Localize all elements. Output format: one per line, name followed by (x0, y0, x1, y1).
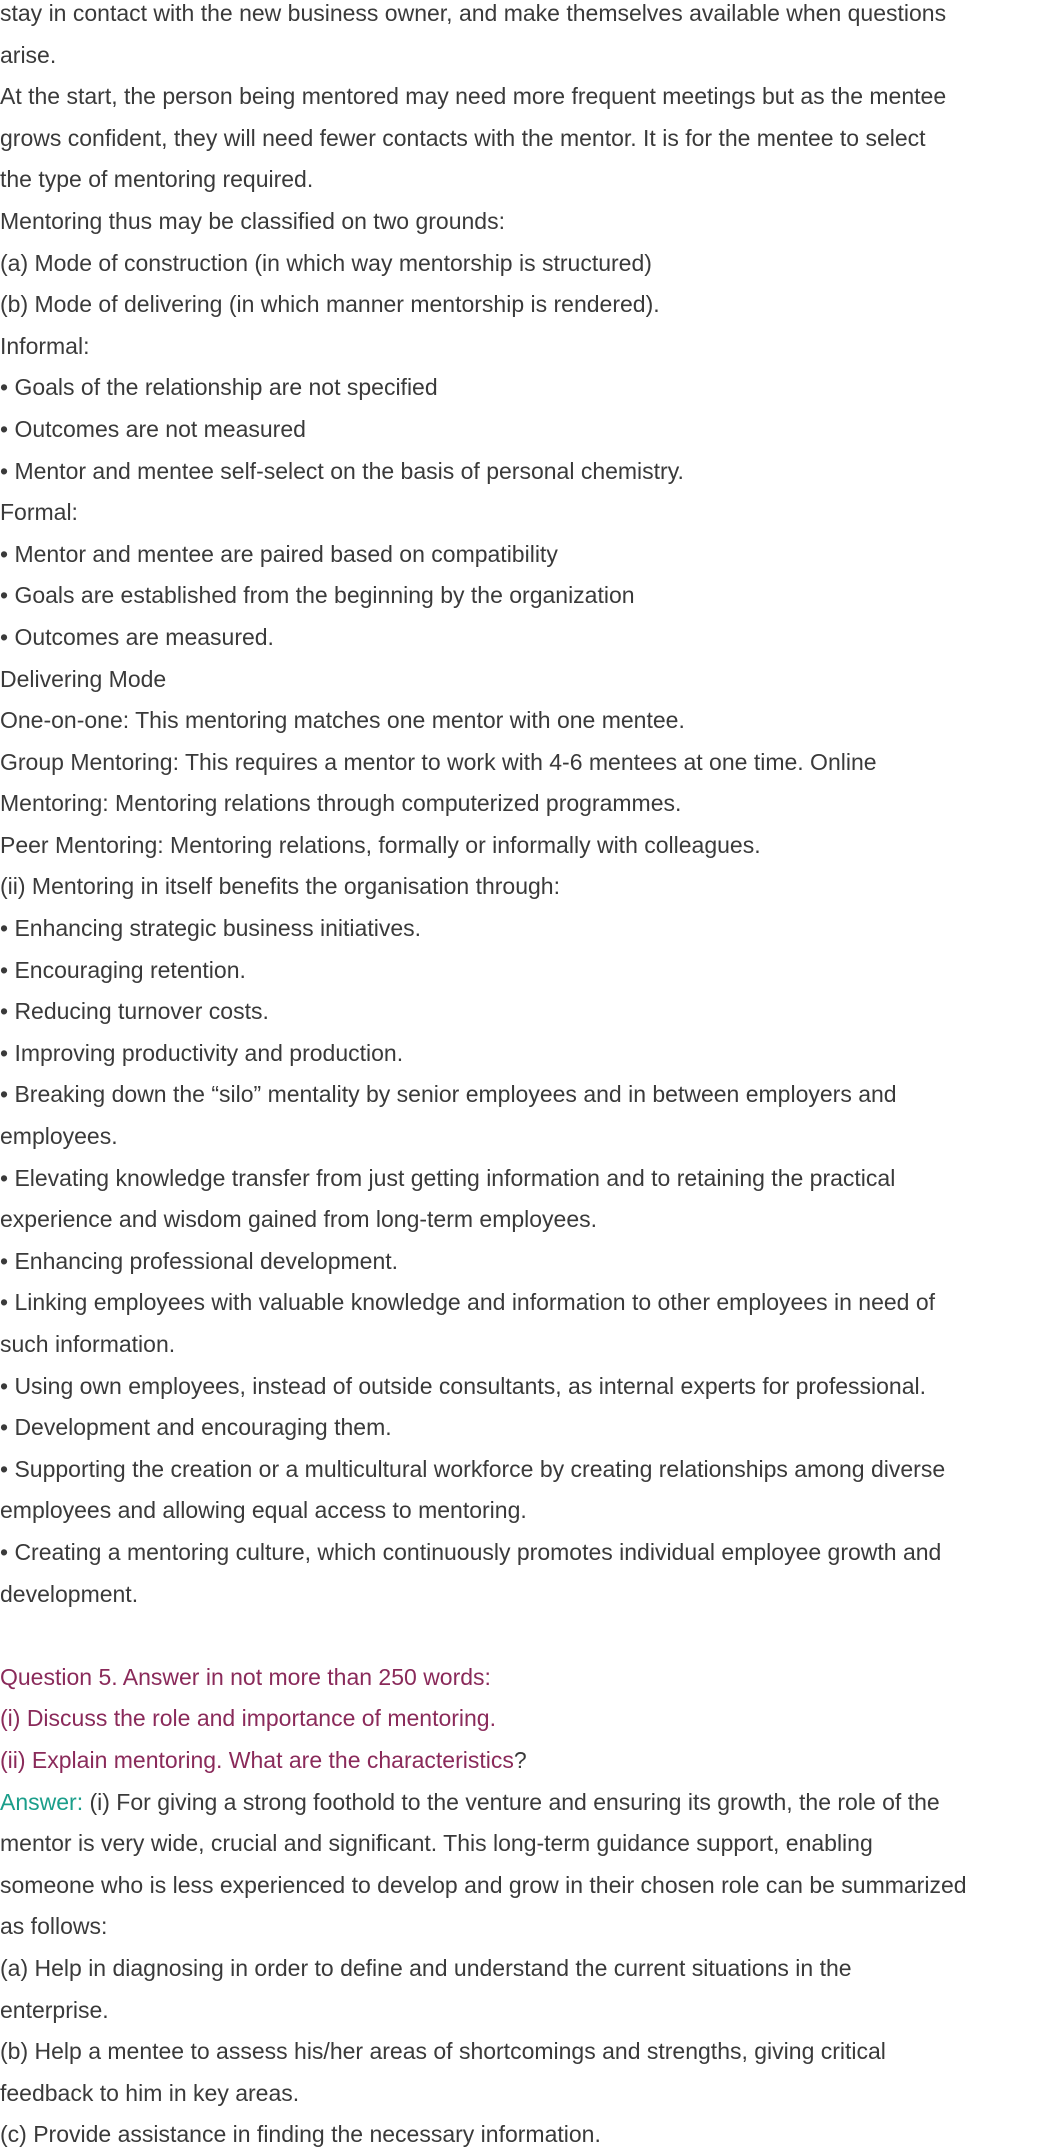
text-line: • Outcomes are measured. (0, 623, 274, 650)
answer-first-line-text: (i) For giving a strong foothold to the venture and ensuring its growth, the role of the (83, 1788, 940, 1815)
text-line: One-on-one: This mentoring matches one mentor with one mentee. (0, 707, 685, 734)
text-line: stay in contact with the new business owner, and make themselves available when questions (0, 0, 947, 26)
answer-text-line: someone who is less experienced to develop and grow in their chosen role can be summarized (0, 1871, 967, 1898)
answer-text-line: as follows: (0, 1913, 108, 1940)
paragraph-gap (0, 1615, 1054, 1657)
text-line: • Mentor and mentee are paired based on compatibility (0, 540, 558, 567)
text-line: • Encouraging retention. (0, 956, 246, 983)
text-line: Informal: (0, 332, 90, 359)
text-line: the type of mentoring required. (0, 166, 314, 193)
answer-text-line: (b) Help a mentee to assess his/her areas of shortcomings and strengths, giving critical (0, 2038, 886, 2065)
question-5-part-i: (i) Discuss the role and importance of mentoring. (0, 1705, 496, 1732)
answer-block (0, 1782, 1054, 2148)
text-line: • Linking employees with valuable knowledge and information to other employees in need of (0, 1289, 936, 1316)
text-line: • Reducing turnover costs. (0, 998, 269, 1025)
answer-text-line: mentor is very wide, crucial and significant. This long-term guidance support, enabling (0, 1830, 873, 1857)
text-line: • Outcomes are not measured (0, 415, 306, 442)
answer-label: Answer: (0, 1788, 84, 1815)
text-line: Delivering Mode (0, 665, 167, 692)
answer-text-line: (c) Provide assistance in finding the necessary information. (0, 2121, 601, 2148)
text-line: • Goals of the relationship are not specified (0, 374, 438, 401)
text-line: (ii) Mentoring in itself benefits the organisation through: (0, 873, 560, 900)
answer-text-line: feedback to him in key areas. (0, 2079, 300, 2106)
question-5-heading: Question 5. Answer in not more than 250 words: (0, 1663, 491, 1690)
text-line: • Using own employees, instead of outside consultants, as internal experts for professional. (0, 1372, 926, 1399)
text-line: • Creating a mentoring culture, which continuously promotes individual employee growth and (0, 1538, 942, 1565)
text-line: (a) Mode of construction (in which way mentorship is structured) (0, 249, 652, 276)
question-5-part-ii-line (0, 1740, 1054, 1782)
question-5-block (0, 1657, 1054, 1782)
text-line: • Enhancing professional development. (0, 1247, 399, 1274)
text-line: • Development and encouraging them. (0, 1414, 392, 1441)
text-line: At the start, the person being mentored may need more frequent meetings but as the mentee (0, 83, 947, 110)
question-5-part-ii-mark: ? (513, 1746, 527, 1773)
answer-text-line: enterprise. (0, 1996, 109, 2023)
text-line: Peer Mentoring: Mentoring relations, formally or informally with colleagues. (0, 831, 761, 858)
text-line: • Breaking down the “silo” mentality by senior employees and in between employers and (0, 1081, 897, 1108)
text-line: • Supporting the creation or a multicultural workforce by creating relationships among diverse (0, 1455, 946, 1482)
text-line: • Goals are established from the beginning by the organization (0, 582, 635, 609)
text-line: • Enhancing strategic business initiatives. (0, 915, 421, 942)
text-line: Group Mentoring: This requires a mentor to work with 4-6 mentees at one time. Online (0, 748, 877, 775)
text-line: employees and allowing equal access to mentoring. (0, 1497, 527, 1524)
text-line: Mentoring thus may be classified on two grounds: (0, 207, 505, 234)
text-line: (b) Mode of delivering (in which manner mentorship is rendered). (0, 291, 660, 318)
text-line: employees. (0, 1123, 118, 1150)
text-line: development. (0, 1580, 139, 1607)
text-line: such information. (0, 1331, 176, 1357)
text-line: arise. (0, 41, 57, 68)
text-line: experience and wisdom gained from long-term employees. (0, 1206, 598, 1233)
answer-lines (0, 1823, 1054, 2148)
text-line: • Improving productivity and production. (0, 1039, 404, 1066)
question-5-part-ii: (ii) Explain mentoring. What are the characteristics (0, 1746, 514, 1773)
text-line: • Mentor and mentee self-select on the basis of personal chemistry. (0, 457, 684, 484)
answer-text-line: (a) Help in diagnosing in order to define and understand the current situations in the (0, 1954, 852, 1981)
text-line: Formal: (0, 499, 78, 526)
text-line: Mentoring: Mentoring relations through computerized programmes. (0, 790, 682, 817)
text-line: grows confident, they will need fewer contacts with the mentor. It is for the mentee to select (0, 124, 926, 151)
text-line: • Elevating knowledge transfer from just getting information and to retaining the practical (0, 1164, 896, 1191)
answer-first-line (0, 1782, 1054, 1824)
